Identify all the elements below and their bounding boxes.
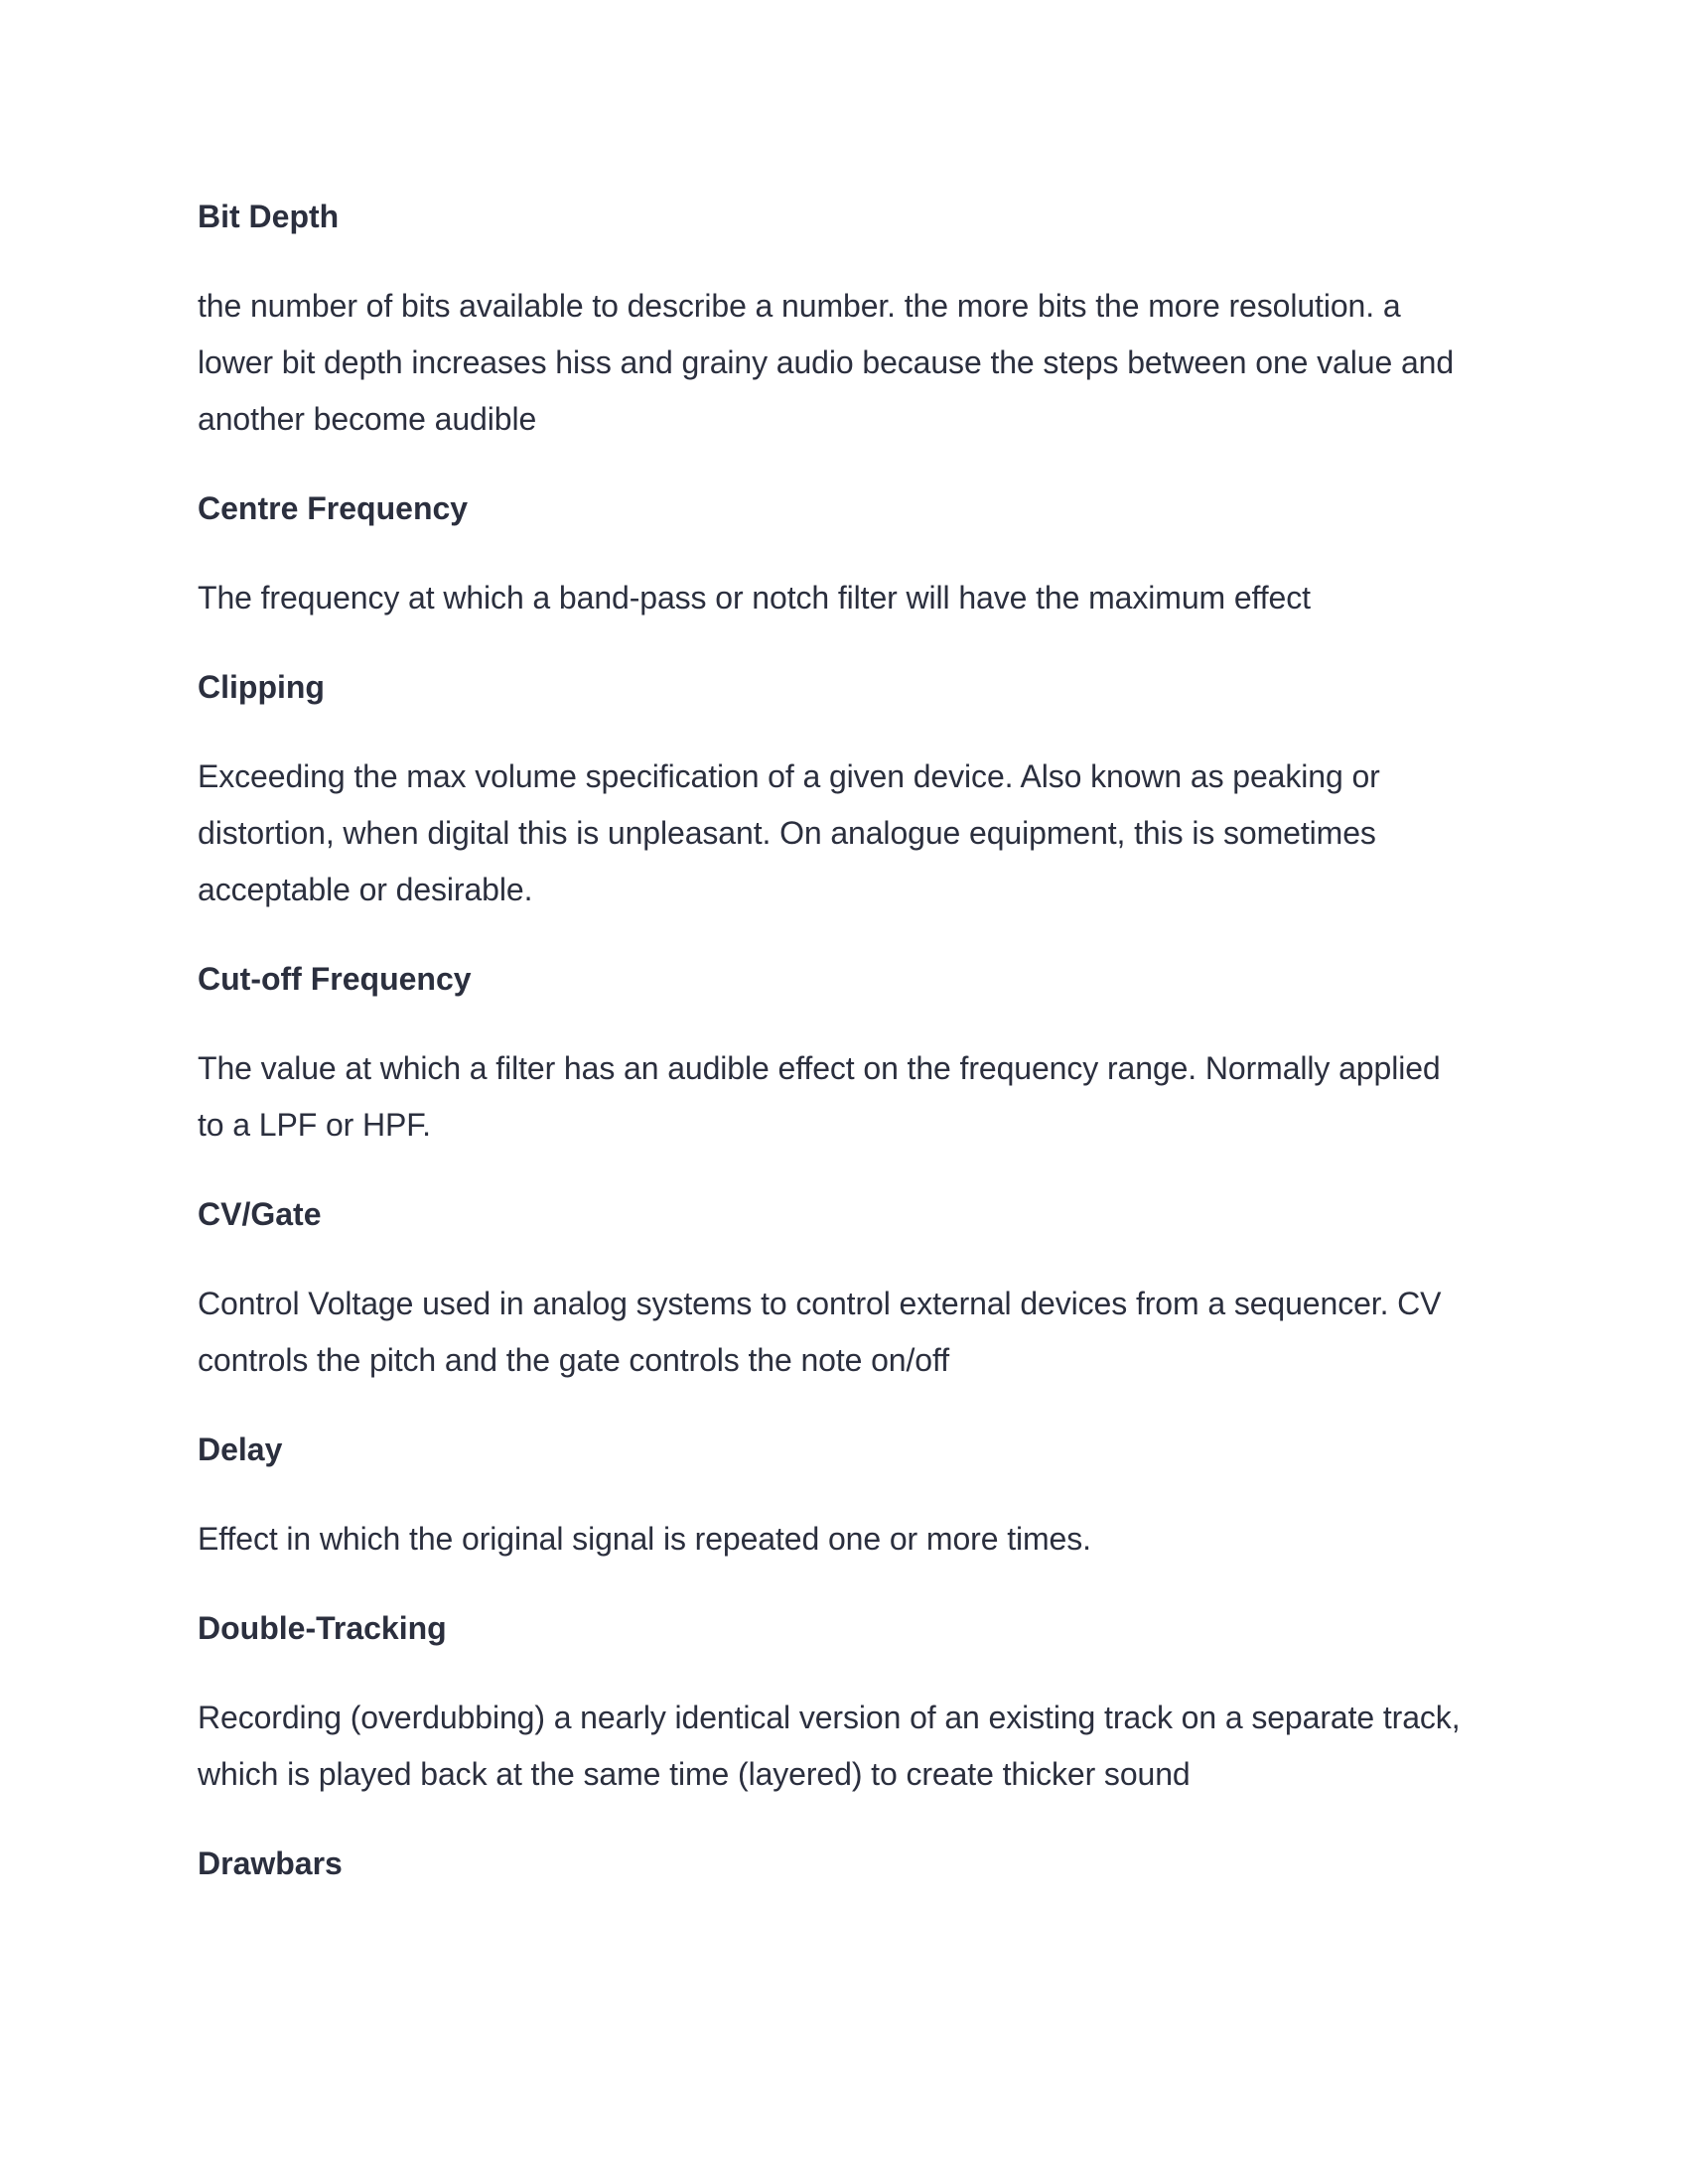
glossary-entry-cv-gate [198,1186,1469,1389]
term-definition: The frequency at which a band-pass or notch filter will have the maximum effect [198,580,1311,615]
term-heading: Cut-off Frequency [198,961,472,997]
term-heading: Bit Depth [198,199,340,234]
term-heading: Delay [198,1432,283,1467]
glossary-entry-centre-frequency [198,480,1469,626]
glossary-entry-delay [198,1422,1469,1568]
term-heading: CV/Gate [198,1196,322,1232]
term-definition: Recording (overdubbing) a nearly identical version of an existing track on a separate track, which is played back at the same time (layered) to create thicker sound [198,1700,1461,1792]
glossary-page [198,189,1469,1925]
term-heading: Double-Tracking [198,1610,447,1646]
term-definition: Exceeding the max volume specification of a given device. Also known as peaking or distortion, when digital this is unpleasant. On analogue equipment, this is sometimes acceptable or desirable. [198,758,1380,907]
glossary-entry-cut-off-frequency [198,951,1469,1154]
term-heading: Centre Frequency [198,490,469,526]
term-definition: Control Voltage used in analog systems to control external devices from a sequencer. CV controls the pitch and the gate controls the note on/off [198,1286,1442,1378]
term-definition: the number of bits available to describe a number. the more bits the more resolution. a lower bit depth increases hiss and grainy audio because the steps between one value and another become audible [198,288,1455,437]
glossary-entry-bit-depth [198,189,1469,448]
glossary-entry-double-tracking [198,1600,1469,1803]
term-heading: Drawbars [198,1845,343,1881]
glossary-entry-drawbars [198,1836,1469,1892]
term-definition: The value at which a filter has an audible effect on the frequency range. Normally applied to a LPF or HPF. [198,1050,1441,1143]
term-heading: Clipping [198,669,325,705]
term-definition: Effect in which the original signal is repeated one or more times. [198,1521,1091,1557]
glossary-entry-clipping [198,659,1469,918]
